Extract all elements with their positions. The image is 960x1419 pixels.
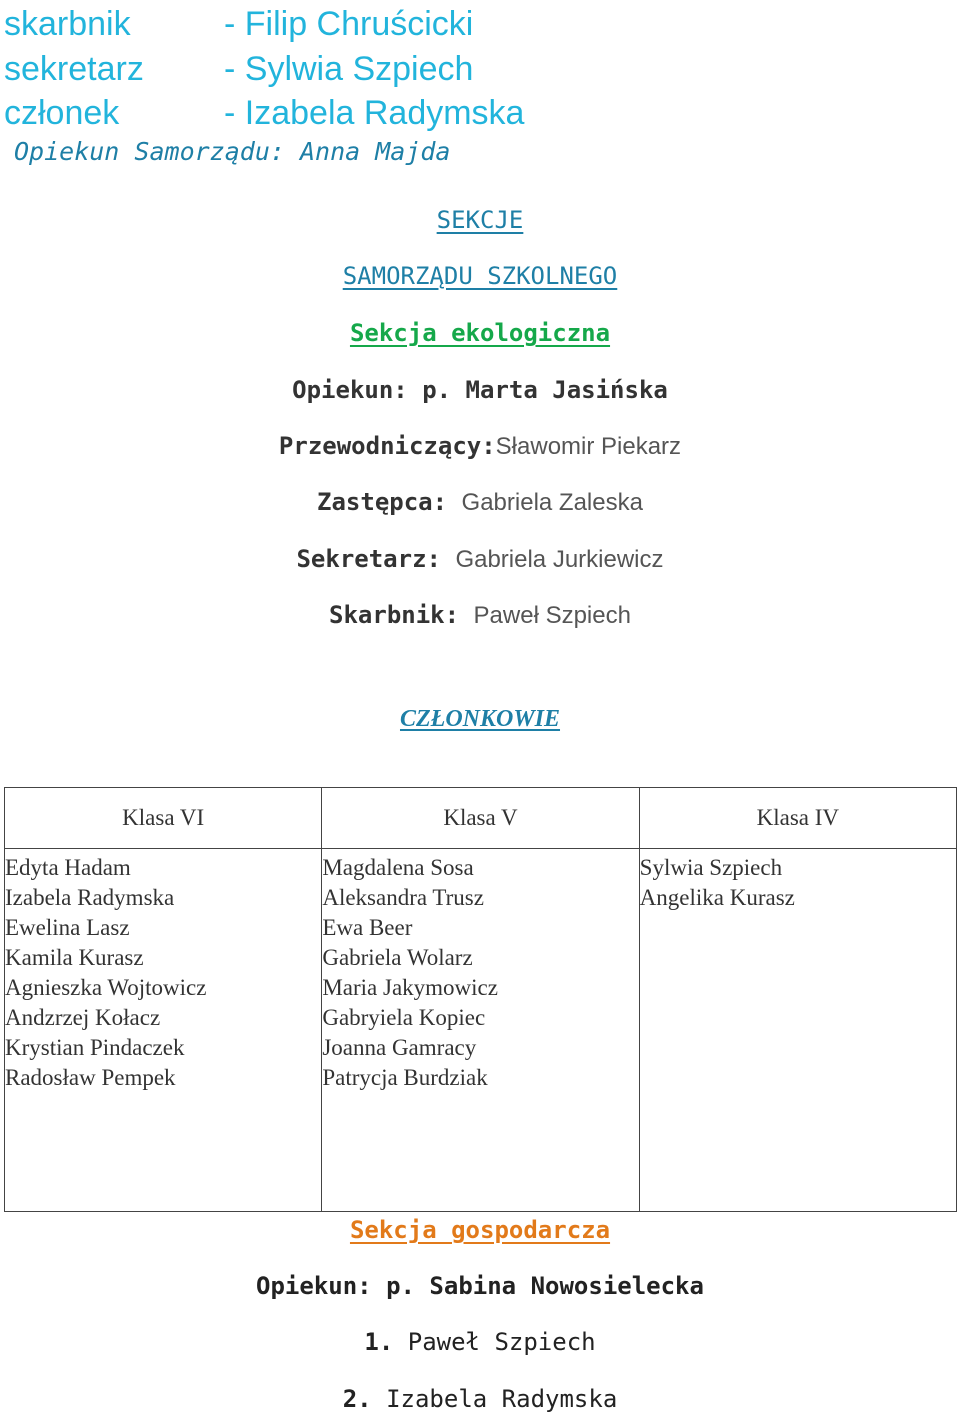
eco-secretary-name: Gabriela Jurkiewicz: [455, 546, 664, 573]
member-name: Patrycja Burdziak: [322, 1065, 488, 1090]
economic-item-number: 2.: [342, 1385, 372, 1413]
member-name: Kamila Kurasz: [5, 945, 144, 970]
member-name: Gabryiela Kopiec: [322, 1005, 486, 1030]
eco-guardian: [0, 376, 960, 404]
eco-guardian-label: Opiekun:: [292, 376, 408, 404]
member-name: Agnieszka Wojtowicz: [5, 975, 207, 1000]
eco-secretary-label: Sekretarz:: [296, 545, 441, 573]
board-role: członek: [4, 94, 120, 132]
sections-title: SEKCJE: [436, 206, 524, 234]
members-header-row: [5, 788, 957, 849]
eco-treasurer-label: Skarbnik:: [329, 601, 460, 629]
eco-section-title: Sekcja ekologiczna: [349, 319, 611, 347]
member-name: Radosław Pempek: [5, 1065, 176, 1090]
economic-guardian: Opiekun: p. Sabina Nowosielecka: [256, 1272, 704, 1300]
member-name: Maria Jakymowicz: [322, 975, 498, 1000]
eco-deputy-label: Zastępca:: [317, 488, 448, 516]
board-role: sekretarz: [4, 50, 144, 88]
member-name: Gabriela Wolarz: [322, 945, 473, 970]
member-name: Aleksandra Trusz: [322, 885, 484, 910]
board-name: - Filip Chruścicki: [224, 5, 474, 43]
board-name: - Izabela Radymska: [224, 94, 525, 132]
economic-item-2: [0, 1385, 960, 1413]
eco-treasurer-name: Paweł Szpiech: [473, 602, 631, 629]
economic-item-1: [0, 1328, 960, 1356]
column-class-vi: [5, 849, 322, 1212]
eco-guardian-name: p. Marta Jasińska: [422, 376, 668, 404]
header-class-vi: Klasa VI: [5, 788, 322, 849]
eco-secretary: [0, 545, 960, 574]
header-class-v: Klasa V: [322, 788, 639, 849]
member-name: Sylwia Szpiech: [639, 855, 783, 880]
member-name: Izabela Radymska: [5, 885, 175, 910]
economic-item-name: Paweł Szpiech: [407, 1328, 596, 1356]
economic-item-number: 1.: [364, 1328, 394, 1356]
board-name: - Sylwia Szpiech: [224, 50, 474, 88]
eco-deputy: [0, 488, 960, 517]
sections-subtitle: SAMORZĄDU SZKOLNEGO: [342, 262, 618, 290]
column-class-v: [322, 849, 639, 1212]
member-name: Andzrzej Kołacz: [5, 1005, 161, 1030]
eco-deputy-name: Gabriela Zaleska: [461, 489, 643, 516]
member-name: Magdalena Sosa: [322, 855, 474, 880]
eco-chair: [0, 432, 960, 461]
member-name: Ewa Beer: [322, 915, 413, 940]
eco-chair-label: Przewodniczący:: [278, 432, 496, 460]
column-class-iv: [639, 849, 956, 1212]
member-name: Edyta Hadam: [5, 855, 131, 880]
economic-item-name: Izabela Radymska: [386, 1385, 618, 1413]
board-role: skarbnik: [4, 5, 131, 43]
economic-section-title: Sekcja gospodarcza: [349, 1216, 611, 1244]
eco-chair-name: Sławomir Piekarz: [495, 433, 682, 460]
member-name: Joanna Gamracy: [322, 1035, 477, 1060]
member-name: Ewelina Lasz: [5, 915, 130, 940]
header-class-iv: Klasa IV: [639, 788, 956, 849]
members-table: [4, 787, 957, 1212]
eco-treasurer: [0, 601, 960, 630]
member-name: Krystian Pindaczek: [5, 1035, 185, 1060]
members-heading: CZŁONKOWIE: [399, 706, 561, 732]
council-guardian: Opiekun Samorządu: Anna Majda: [14, 137, 451, 166]
members-body-row: [5, 849, 957, 1212]
member-name: Angelika Kurasz: [639, 885, 795, 910]
